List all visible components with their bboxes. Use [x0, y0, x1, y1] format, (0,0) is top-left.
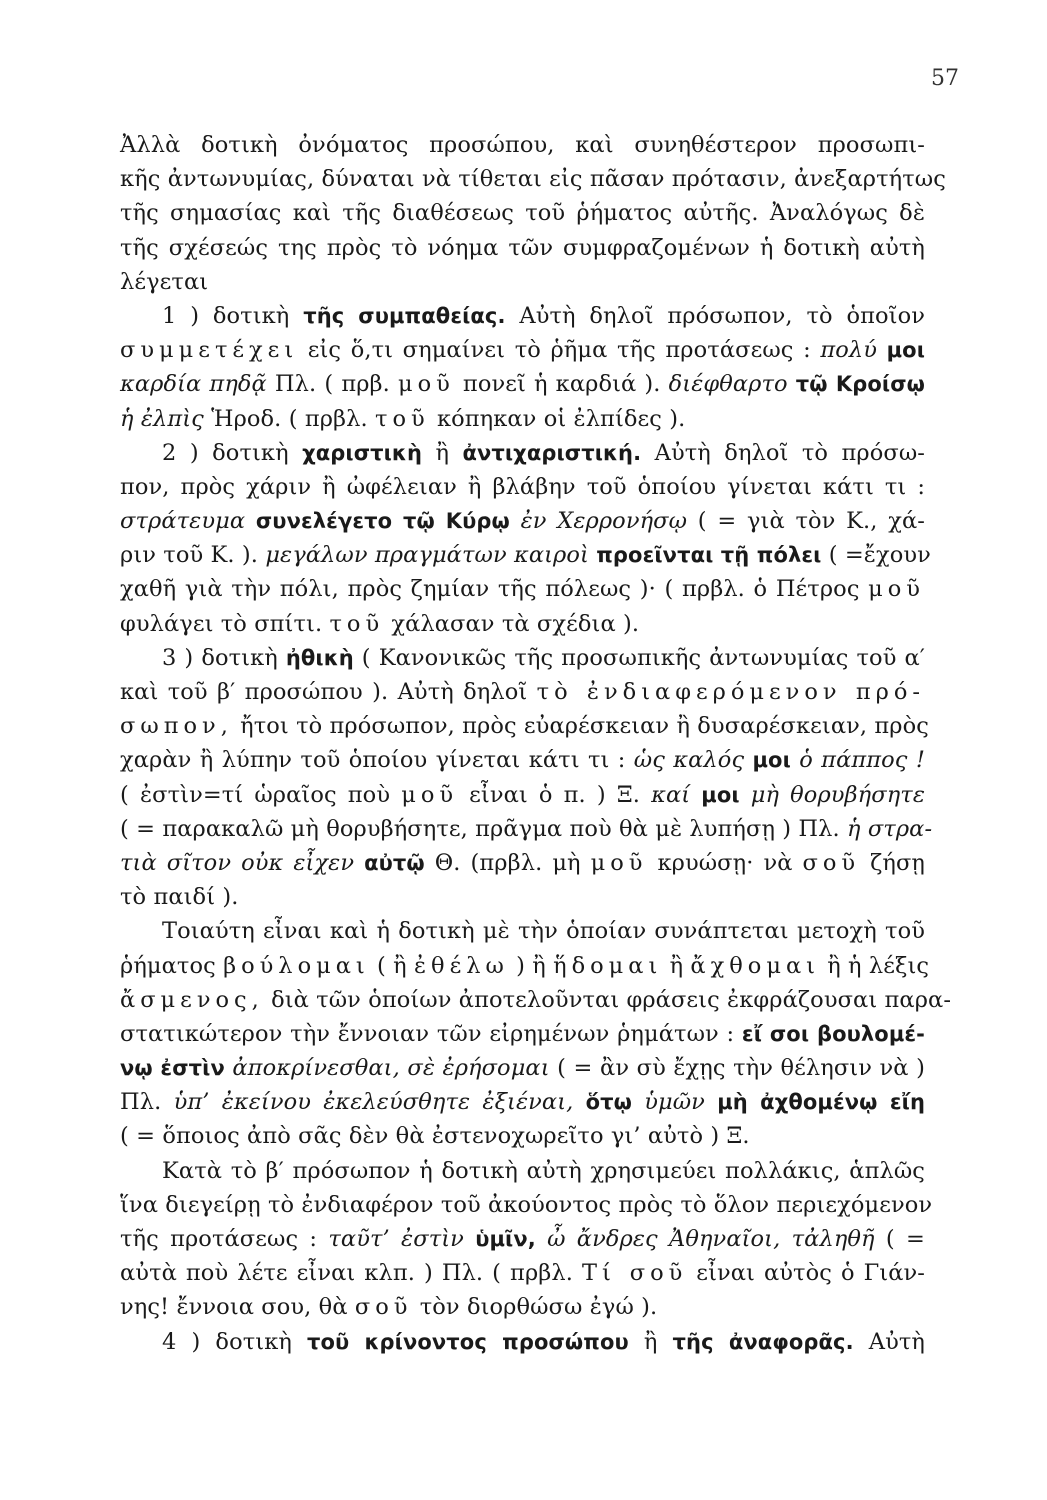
spaced-phrase: σοῦ	[354, 1294, 413, 1321]
text-line	[120, 367, 925, 401]
text-span: ἢ	[422, 439, 463, 466]
text-span: ζήσῃ	[860, 849, 926, 876]
bold-phrase: μοι	[752, 748, 791, 773]
italic-phrase: καρδία πηδᾷ	[120, 371, 267, 398]
italic-phrase: ἐν Χερρονήσῳ	[509, 508, 688, 535]
text-line	[120, 812, 933, 846]
text-span: ἢ	[628, 1328, 673, 1355]
text-line	[120, 949, 930, 983]
bold-phrase: προεῖνται τῇ πόλει	[596, 543, 822, 568]
text-line	[120, 709, 929, 743]
text-line	[120, 1154, 925, 1188]
text-span: εἶναι αὐτὸς ὁ Γιάν-	[687, 1260, 925, 1287]
text-span: εἶναι ὁ π. ) Ξ.	[458, 781, 652, 808]
text-span: 4 ) δοτικὴ	[162, 1328, 307, 1355]
text-span: ριν τοῦ Κ. ).	[120, 542, 266, 569]
text-span: ἵνα διεγείρῃ τὸ ἐνδιαφέρον τοῦ ἀκούοντος πρὸς τὸ ὅλον περιεχόμενον	[120, 1191, 933, 1218]
text-span: τὸ παιδί ).	[120, 884, 239, 911]
text-span: φυλάγει τὸ σπίτι.	[120, 610, 330, 637]
text-span: Θ. (πρβλ. μὴ	[424, 849, 591, 876]
bold-phrase: εἴ σοι βουλομέ-	[741, 1021, 925, 1046]
text-line	[120, 231, 925, 265]
text-span: ( =	[874, 1226, 925, 1252]
text-span: Αὐτὴ δηλοῖ τὸ πρόσω-	[641, 439, 925, 466]
italic-phrase: ὦ ἄνδρες Ἀθηναῖοι, τἀληθῆ	[535, 1226, 875, 1252]
bold-phrase: χαριστικὴ	[302, 440, 423, 465]
text-line	[120, 880, 925, 914]
text-span: ( = ἂν σὺ ἔχῃς τὴν θέλησιν νὰ )	[549, 1055, 925, 1082]
bold-phrase: μοι	[886, 338, 925, 363]
text-line	[120, 641, 925, 675]
italic-phrase: στράτευμα	[120, 508, 256, 535]
bold-phrase: ὑμῖν,	[475, 1227, 536, 1251]
text-span: τῆς σχέσεώς της πρὸς τὸ νόημα τῶν συμφραζομένων ἡ δοτικὴ αὐτὴ	[120, 234, 925, 261]
italic-phrase: ταῦτ’ ἐστὶν	[328, 1226, 476, 1252]
text-span: Ἡροδ. ( πρβλ.	[203, 405, 376, 432]
text-span: καὶ τοῦ β′ προσώπου ). Αὐτὴ δηλοῖ	[120, 679, 537, 705]
text-span: πον, πρὸς χάριν ἢ ὠφέλειαν ἢ βλάβην τοῦ ὁποίου γίνεται κάτι τι :	[120, 473, 925, 500]
text-line	[120, 1256, 925, 1290]
text-span: ( ἢ	[369, 952, 414, 979]
text-span: Πλ.	[120, 1089, 174, 1116]
text-span: Αὐτὴ	[853, 1328, 925, 1355]
text-line	[120, 778, 925, 812]
bold-phrase: μοι	[701, 782, 740, 807]
text-span: αὐτὰ ποὺ λέτε εἶναι κλπ. ) Πλ. ( πρβλ.	[120, 1260, 582, 1287]
text-span: ( Κανονικῶς τῆς προσωπικῆς ἀντωνυμίας τοῦ α′	[353, 644, 925, 671]
text-line	[120, 162, 946, 196]
spaced-phrase: μοῦ	[401, 781, 459, 808]
bold-phrase: συνελέγετο τῷ Κύρῳ	[255, 509, 510, 534]
bold-phrase: ἀντιχαριστική.	[462, 440, 642, 465]
bold-phrase: νῳ ἐστὶν	[120, 1056, 225, 1081]
text-line	[120, 402, 925, 436]
text-span: Ἀλλὰ δοτικὴ ὀνόματος προσώπου, καὶ συνηθέστερον προσωπι-	[120, 132, 925, 158]
italic-phrase: καί	[651, 781, 702, 808]
spaced-phrase: ἄσμενος,	[120, 986, 264, 1013]
text-span: ( = ὅποιος ἀπὸ σᾶς δὲν θὰ ἐστενοχωρεῖτο γι’ αὐτὸ ) Ξ.	[120, 1123, 750, 1150]
text-line	[120, 607, 925, 641]
text-span: τὸν διορθώσω ἐγώ ).	[412, 1294, 658, 1321]
spaced-phrase: μοῦ	[397, 371, 455, 398]
text-line	[120, 1051, 925, 1085]
text-span: χαθῆ γιὰ τὴν πόλι, πρὸς ζημίαν τῆς πόλεως )· ( πρβλ. ὁ Πέτρος	[120, 576, 869, 603]
text-span: ( ἐστὶν=τί ὡραῖος ποὺ	[120, 781, 402, 808]
text-line	[120, 1325, 925, 1359]
italic-phrase: ὑμῶν	[632, 1089, 718, 1116]
text-line	[120, 504, 925, 538]
text-line	[120, 846, 925, 880]
text-span: διὰ τῶν ὁποίων ἀποτελοῦνται φράσεις ἐκφράζουσαι παρα-	[263, 986, 952, 1013]
bold-phrase: τῆς ἀναφορᾶς.	[672, 1329, 854, 1354]
text-line	[120, 572, 925, 606]
bold-phrase: μὴ ἀχθομένῳ εἴη	[717, 1090, 925, 1115]
text-line	[120, 196, 925, 230]
text-span: χαρὰν ἢ λύπην τοῦ ὁποίου γίνεται κάτι τι :	[120, 747, 634, 774]
text-span: 1 ) δοτικὴ	[162, 302, 304, 329]
italic-phrase: ὑπ’ ἐκείνου ἐκελεύσθητε ἐξιέναι,	[173, 1089, 586, 1116]
text-line	[120, 743, 925, 777]
text-span: ( = παρακαλῶ μὴ θορυβήσητε, πρᾶγμα ποὺ θὰ μὲ λυπήσῃ ) Πλ.	[120, 815, 847, 842]
italic-phrase: ὁ πάππος !	[790, 747, 925, 774]
bold-phrase: ἠθικὴ	[285, 645, 354, 670]
bold-phrase: τοῦ κρίνοντος προσώπου	[307, 1329, 629, 1354]
text-line	[120, 128, 925, 162]
text-span: Τοιαύτη εἶναι καὶ ἡ δοτικὴ μὲ τὴν ὁποίαν συνάπτεται μετοχὴ τοῦ	[162, 918, 925, 945]
italic-phrase: μεγάλων πραγμάτων καιροὶ	[265, 542, 597, 569]
text-line	[120, 436, 925, 470]
text-line	[120, 299, 925, 333]
italic-phrase: πολύ	[820, 337, 887, 364]
text-span: Πλ. ( πρβ.	[266, 371, 398, 398]
text-span: κρυώσῃ· νὰ	[647, 849, 803, 876]
italic-phrase: διέφθαρτο	[668, 371, 796, 398]
bold-phrase: τῷ Κροίσῳ	[795, 372, 926, 397]
spaced-phrase: ἄχθομαι	[690, 952, 820, 979]
text-span: Αὐτὴ δηλοῖ πρόσωπον, τὸ ὁποῖον	[505, 302, 925, 329]
spaced-phrase: βούλομαι	[223, 952, 370, 979]
bold-phrase: ὅτῳ	[585, 1090, 633, 1115]
text-line	[120, 470, 925, 504]
italic-phrase: ὡς καλός	[633, 747, 753, 774]
bold-phrase: τῆς συμπαθείας.	[303, 303, 506, 328]
body-text	[120, 128, 952, 1359]
text-span: λέγεται	[120, 268, 209, 295]
text-span: εἰς ὅ,τι σημαίνει τὸ ῥῆμα τῆς προτάσεως :	[298, 337, 821, 364]
italic-phrase: ἡ ἐλπὶς	[120, 405, 204, 432]
text-span: Κατὰ τὸ β′ πρόσωπον ἡ δοτικὴ αὐτὴ χρησιμεύει πολλάκις, ἁπλῶς	[162, 1157, 925, 1184]
text-line	[120, 1119, 925, 1153]
text-span: 3 ) δοτικὴ	[162, 644, 286, 671]
spaced-phrase: Τί σοῦ	[582, 1260, 688, 1287]
text-span: πονεῖ ἡ καρδιά ).	[454, 371, 669, 398]
text-line	[120, 983, 952, 1017]
spaced-phrase: τοῦ	[329, 610, 385, 637]
spaced-phrase: σοῦ	[802, 849, 861, 876]
text-line	[120, 1017, 925, 1051]
text-span: νης! ἔννοια σου, θὰ	[120, 1294, 355, 1321]
text-span: ἤτοι τὸ πρόσωπον, πρὸς εὐαρέσκειαν ἢ δυσαρέσκειαν, πρὸς	[232, 713, 929, 740]
text-span: τῆς σημασίας καὶ τῆς διαθέσεως τοῦ ῥήματος αὐτῆς. Ἀναλόγως δὲ	[120, 200, 925, 227]
spaced-phrase: μοῦ	[868, 576, 925, 603]
spaced-phrase: συμμετέχει	[120, 337, 299, 364]
spaced-phrase: τοῦ	[375, 405, 430, 432]
spaced-phrase: ἐθέλω	[413, 952, 509, 979]
text-span: κῆς ἀντωνυμίας, δύναται νὰ τίθεται εἰς πᾶσαν πρότασιν, ἀνεξαρτήτως	[120, 166, 946, 193]
text-line	[120, 538, 931, 572]
text-line	[120, 1290, 925, 1324]
text-span: κόπηκαν οἱ ἐλπίδες ).	[429, 405, 686, 432]
text-span: ἢ	[662, 952, 691, 979]
text-line	[120, 1188, 933, 1222]
text-line	[120, 1085, 925, 1119]
text-span: ) ἢ	[508, 952, 554, 979]
page-number: 57	[931, 66, 959, 91]
text-span: ῥήματος	[120, 952, 224, 979]
text-line	[120, 675, 925, 709]
spaced-phrase: σωπον,	[120, 713, 233, 740]
text-span: τῆς προτάσεως :	[120, 1226, 329, 1252]
spaced-phrase: τὸ ἐνδιαφερόμενον πρό-	[536, 679, 925, 705]
text-span: ἢ ἡ λέξις	[819, 952, 930, 979]
text-line	[120, 914, 925, 948]
text-span: ( = γιὰ τὸν Κ., χά-	[687, 508, 925, 535]
text-line	[120, 333, 925, 367]
text-span: 2 ) δοτικὴ	[162, 439, 303, 466]
text-span: ( =ἔχουν	[821, 542, 931, 569]
text-span: χάλασαν τὰ σχέδια ).	[384, 610, 640, 637]
italic-phrase: μὴ θορυβήσητε	[739, 781, 926, 808]
italic-phrase: τιὰ σῖτον οὐκ εἶχεν	[120, 849, 365, 876]
bold-phrase: αὐτῷ	[364, 850, 425, 875]
text-line	[120, 1222, 925, 1256]
text-span: στατικώτερον τὴν ἔννοιαν τῶν εἰρημένων ῥημάτων :	[120, 1020, 742, 1047]
spaced-phrase: μοῦ	[590, 849, 648, 876]
italic-phrase: ἡ στρα-	[847, 815, 933, 842]
italic-phrase: ἀποκρίνεσθαι, σὲ ἐρήσομαι	[224, 1055, 550, 1082]
spaced-phrase: ἥδομαι	[553, 952, 663, 979]
text-line	[120, 265, 925, 299]
